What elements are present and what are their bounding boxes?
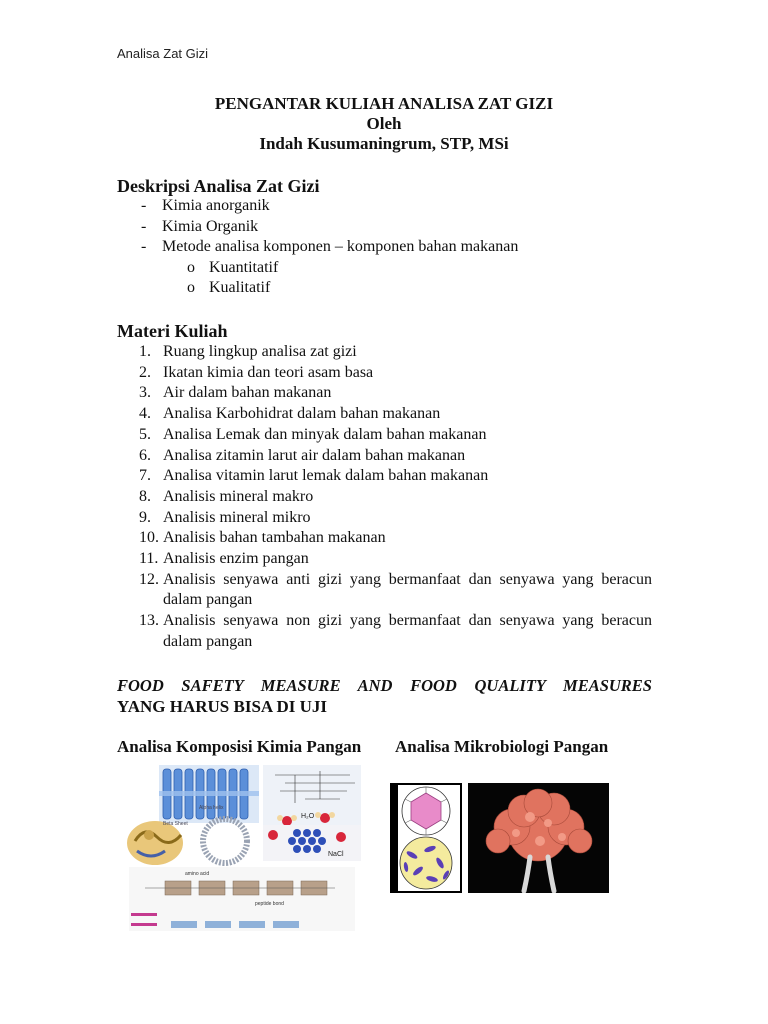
uji-heading: YANG HARUS BISA DI UJI — [117, 697, 328, 716]
mikrobiologi-heading: Analisa Mikrobiologi Pangan — [395, 737, 609, 756]
materi-list-item — [117, 446, 652, 467]
list-item-text: Analisa vitamin larut lemak dalam bahan makanan — [163, 467, 489, 485]
list-item-text: Air dalam bahan makanan — [163, 384, 332, 402]
amino-acid-label: amino acid — [185, 871, 210, 877]
chemistry-composite-image — [125, 763, 365, 933]
beta-sheet-label: Beta Sheet — [163, 821, 188, 827]
list-item-text: Analisis senyawa anti gizi yang bermanfaat dan senyawa yang beracun dalam pangan — [163, 570, 652, 609]
materi-heading: Materi Kuliah — [117, 321, 228, 341]
materi-list-item — [117, 549, 652, 570]
list-number: 11. — [139, 550, 159, 568]
food-section — [117, 675, 657, 717]
materi-list-item — [117, 342, 652, 363]
protein-fold-illustration — [127, 821, 183, 865]
list-item-text: Analisa Lemak dan minyak dalam bahan makanan — [163, 425, 487, 443]
circle-bullet: o — [187, 279, 195, 297]
list-number: 13. — [139, 612, 159, 630]
materi-list-item — [117, 383, 652, 404]
list-item — [117, 217, 657, 238]
list-item-text: Analisa zitamin larut air dalam bahan makanan — [163, 446, 466, 464]
list-number: 9. — [139, 508, 151, 526]
deskripsi-heading: Deskripsi Analisa Zat Gizi — [117, 176, 320, 196]
fungus-figure — [468, 783, 609, 893]
list-number: 2. — [139, 363, 151, 381]
list-item-text: Analisa Karbohidrat dalam bahan makanan — [163, 405, 441, 423]
list-number: 10. — [139, 529, 159, 547]
membrane-protein-illustration — [159, 765, 259, 823]
dash-bullet: - — [141, 217, 147, 235]
chemistry-figure — [125, 763, 365, 933]
list-number: 6. — [139, 446, 151, 464]
list-number: 1. — [139, 343, 151, 360]
list-item-text: Kimia Organik — [162, 217, 259, 235]
h2o-label: H₂O — [301, 813, 315, 820]
materi-list-item — [117, 404, 652, 425]
materi-list-item — [117, 466, 652, 487]
deskripsi-section — [117, 175, 657, 299]
list-item-text: Kimia anorganik — [162, 197, 270, 214]
materi-list-item — [117, 611, 652, 652]
materi-list-item — [117, 363, 652, 384]
materi-list-item — [117, 425, 652, 446]
list-item-text: Ikatan kimia dan teori asam basa — [163, 363, 374, 381]
list-number: 3. — [139, 384, 151, 402]
nacl-label: NaCl — [328, 851, 344, 858]
list-item-text: Analisis mineral mikro — [163, 508, 311, 526]
food-safety-heading: FOOD SAFETY MEASURE AND FOOD QUALITY MEASURES — [117, 676, 652, 695]
virus-figure — [390, 783, 462, 893]
materi-list-item — [117, 508, 652, 529]
title-block — [0, 94, 768, 154]
peptide-bond-label: peptide bond — [255, 901, 284, 907]
dash-bullet: - — [141, 238, 147, 256]
materi-list-item — [117, 570, 652, 611]
running-header: Analisa Zat Gizi — [117, 46, 209, 61]
kimia-heading: Analisa Komposisi Kimia Pangan — [117, 737, 362, 756]
sub-list-item-text: Kuantitatif — [209, 258, 279, 276]
list-number: 7. — [139, 467, 151, 485]
materi-list-item — [117, 487, 652, 508]
alpha-helix-label: Alpha helix — [199, 805, 224, 811]
author-name: Indah Kusumaningrum, STP, MSi — [259, 134, 509, 153]
materi-section — [117, 320, 657, 653]
list-item-text: Analisis enzim pangan — [163, 550, 309, 568]
list-item — [117, 237, 657, 258]
sub-list-item-text: Kualitatif — [209, 279, 271, 297]
list-number: 12. — [139, 570, 159, 588]
list-number: 8. — [139, 487, 151, 505]
document-title: PENGANTAR KULIAH ANALISA ZAT GIZI — [214, 94, 554, 113]
list-item-text: Analisis bahan tambahan makanan — [163, 529, 386, 547]
circle-bullet: o — [187, 258, 195, 276]
virus-image — [390, 783, 462, 893]
materi-list-item — [117, 528, 652, 549]
list-number: 5. — [139, 425, 151, 443]
sub-list-item — [117, 278, 657, 299]
list-item — [117, 196, 657, 217]
dash-bullet: - — [141, 197, 147, 214]
list-item-text: Analisis mineral makro — [163, 487, 314, 505]
peptide-bond-diagram — [129, 867, 355, 931]
sub-list-item — [117, 258, 657, 279]
nacl-lattice — [263, 825, 361, 861]
author-prefix: Oleh — [366, 114, 402, 133]
list-item-text: Ruang lingkup analisa zat gizi — [163, 343, 357, 360]
materi-list — [117, 342, 657, 653]
list-number: 4. — [139, 405, 151, 423]
list-item-text: Analisis senyawa non gizi yang bermanfaat dan senyawa yang beracun dalam pangan — [163, 612, 652, 650]
fungus-image — [468, 783, 609, 893]
list-item-text: Metode analisa komponen – komponen bahan makanan — [162, 238, 519, 256]
